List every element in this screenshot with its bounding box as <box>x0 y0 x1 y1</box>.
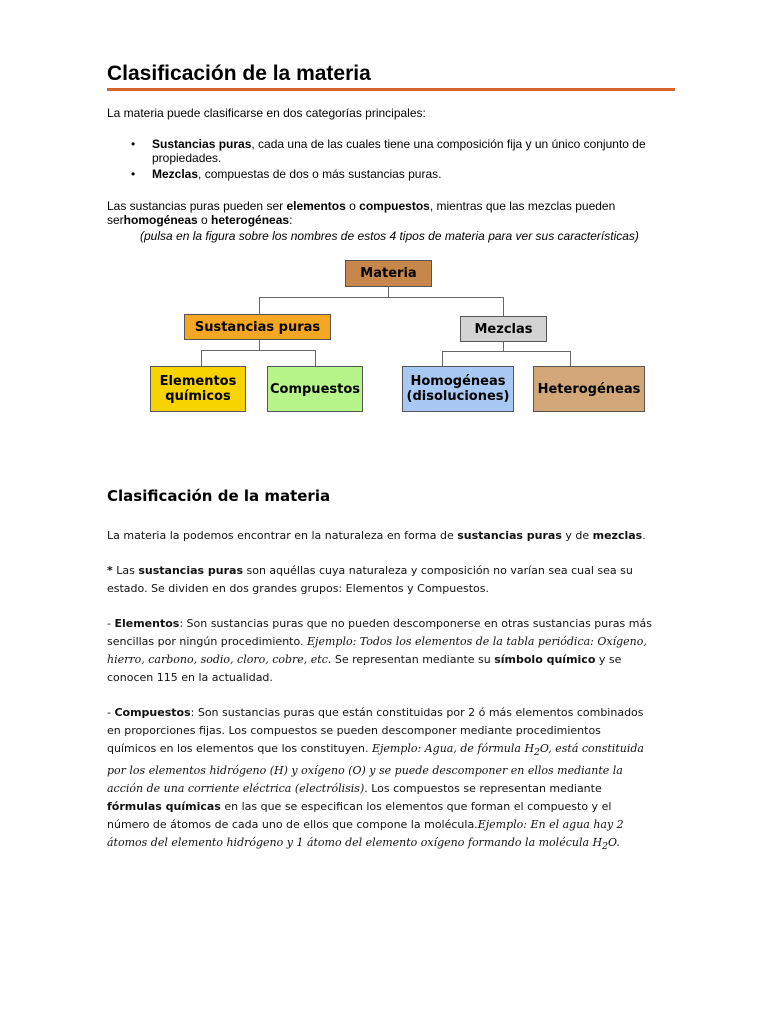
list-item <box>107 137 677 165</box>
text: o <box>345 199 360 213</box>
subscript: 2 <box>534 747 540 759</box>
node-sustancias-puras: Sustancias puras <box>184 314 331 340</box>
text-bold: fórmulas químicas <box>107 800 221 814</box>
text: y de <box>561 529 593 542</box>
text-bold: Compuestos <box>114 706 191 719</box>
connector-line <box>315 350 316 366</box>
text-bold: sustancias puras <box>457 529 562 542</box>
bullet-term: Sustancias puras <box>152 137 252 151</box>
text-bold: símbolo químico <box>494 653 596 666</box>
bullet-text: , cada una de las cuales tiene una composición fija y un único conjunto de propiedades. <box>152 137 646 165</box>
text-bold: elementos <box>286 199 346 213</box>
text: - <box>107 706 115 719</box>
text-bold: * <box>107 564 113 577</box>
text-italic: Ejemplo: Todos los elementos de la tabla periódica: Oxígeno, hierro, carbono, sodio, cloro, cobre, etc. <box>107 635 647 666</box>
list-item <box>107 167 677 181</box>
connector-line <box>201 350 316 351</box>
text: - <box>107 617 115 630</box>
section-paragraph <box>107 615 653 687</box>
node-homogeneas[interactable]: Homogéneas (disoluciones) <box>402 366 514 412</box>
section-paragraph <box>107 527 677 545</box>
text: Ejemplo: En el agua hay 2 átomos del elemento hidrógeno y 1 átomo del elemento oxígeno formando la molécula H <box>107 818 624 850</box>
text: . <box>642 529 646 542</box>
text-bold: compuestos <box>359 199 430 213</box>
text: Se representan mediante su <box>331 653 495 666</box>
connector-line <box>570 351 571 366</box>
text-bold: Elementos <box>114 617 180 630</box>
connector-line <box>442 351 571 352</box>
bullet-text: , compuestas de dos o más sustancias puras. <box>198 167 442 181</box>
text: O. <box>607 836 620 850</box>
connector-line <box>259 297 504 298</box>
text: : <box>289 213 293 227</box>
types-paragraph <box>107 199 677 227</box>
text-bold: sustancias puras <box>138 564 243 577</box>
section-title: Clasificación de la materia <box>107 487 331 505</box>
node-elementos-quimicos[interactable]: Elementos químicos <box>150 366 246 412</box>
text: Los compuestos se representan mediante <box>367 782 602 796</box>
connector-line <box>442 351 443 366</box>
instruction-note: (pulsa en la figura sobre los nombres de estos 4 tipos de materia para ver sus características) <box>140 229 639 243</box>
text: en las que se especifican los elementos que forman el compuesto y el número de átomos de cada uno de ellos que compone la molécula. <box>107 800 612 832</box>
text-bold: homogéneas <box>123 213 198 227</box>
subscript: 2 <box>602 841 608 853</box>
page-title: Clasificación de la materia <box>107 62 371 85</box>
text: O, está constituida por los elementos hidrógeno (H) y oxígeno (O) y se puede descomponer en ellos mediante la acción de una corriente eléctrica (electrólisis). <box>107 742 644 796</box>
section-paragraph <box>107 704 653 856</box>
text: y se conocen 115 en la actualidad. <box>107 653 622 684</box>
text: Ejemplo: Agua, de fórmula H <box>371 742 535 755</box>
node-heterogeneas[interactable]: Heterogéneas <box>533 366 645 412</box>
title-underline <box>107 88 675 91</box>
node-compuestos[interactable]: Compuestos <box>267 366 363 412</box>
category-list <box>107 137 677 183</box>
text: o <box>197 213 212 227</box>
text: : Son sustancias puras que están constituidas por 2 ó más elementos combinados en proporciones fijas. Los compuestos se pueden descomponer mediante procedimientos químicos en los elementos que los constituyen. <box>107 706 644 755</box>
text: La materia la podemos encontrar en la naturaleza en forma de <box>107 529 458 542</box>
connector-line <box>503 297 504 316</box>
intro-text: La materia puede clasificarse en dos categorías principales: <box>107 106 426 120</box>
text: Las sustancias puras pueden ser <box>107 199 287 213</box>
text: , mientras que las mezclas pueden ser <box>107 199 616 227</box>
connector-line <box>259 297 260 314</box>
connector-line <box>201 350 202 366</box>
text: son aquéllas cuya naturaleza y composición no varían sea cual sea su estado. Se dividen en dos grandes grupos: Elementos y Compuestos. <box>107 564 633 595</box>
text: : Son sustancias puras que no pueden descomponerse en otras sustancias puras más sencillas por ningún procedimiento. <box>107 617 652 648</box>
text-bold: heterogéneas <box>211 213 290 227</box>
section-paragraph <box>107 562 653 598</box>
text-bold: mezclas <box>592 529 643 542</box>
bullet-icon: • <box>131 137 136 151</box>
bullet-term: Mezclas <box>152 167 199 181</box>
node-materia: Materia <box>345 260 432 287</box>
text: Las <box>112 564 139 577</box>
node-mezclas: Mezclas <box>460 316 547 342</box>
bullet-icon: • <box>131 167 136 181</box>
